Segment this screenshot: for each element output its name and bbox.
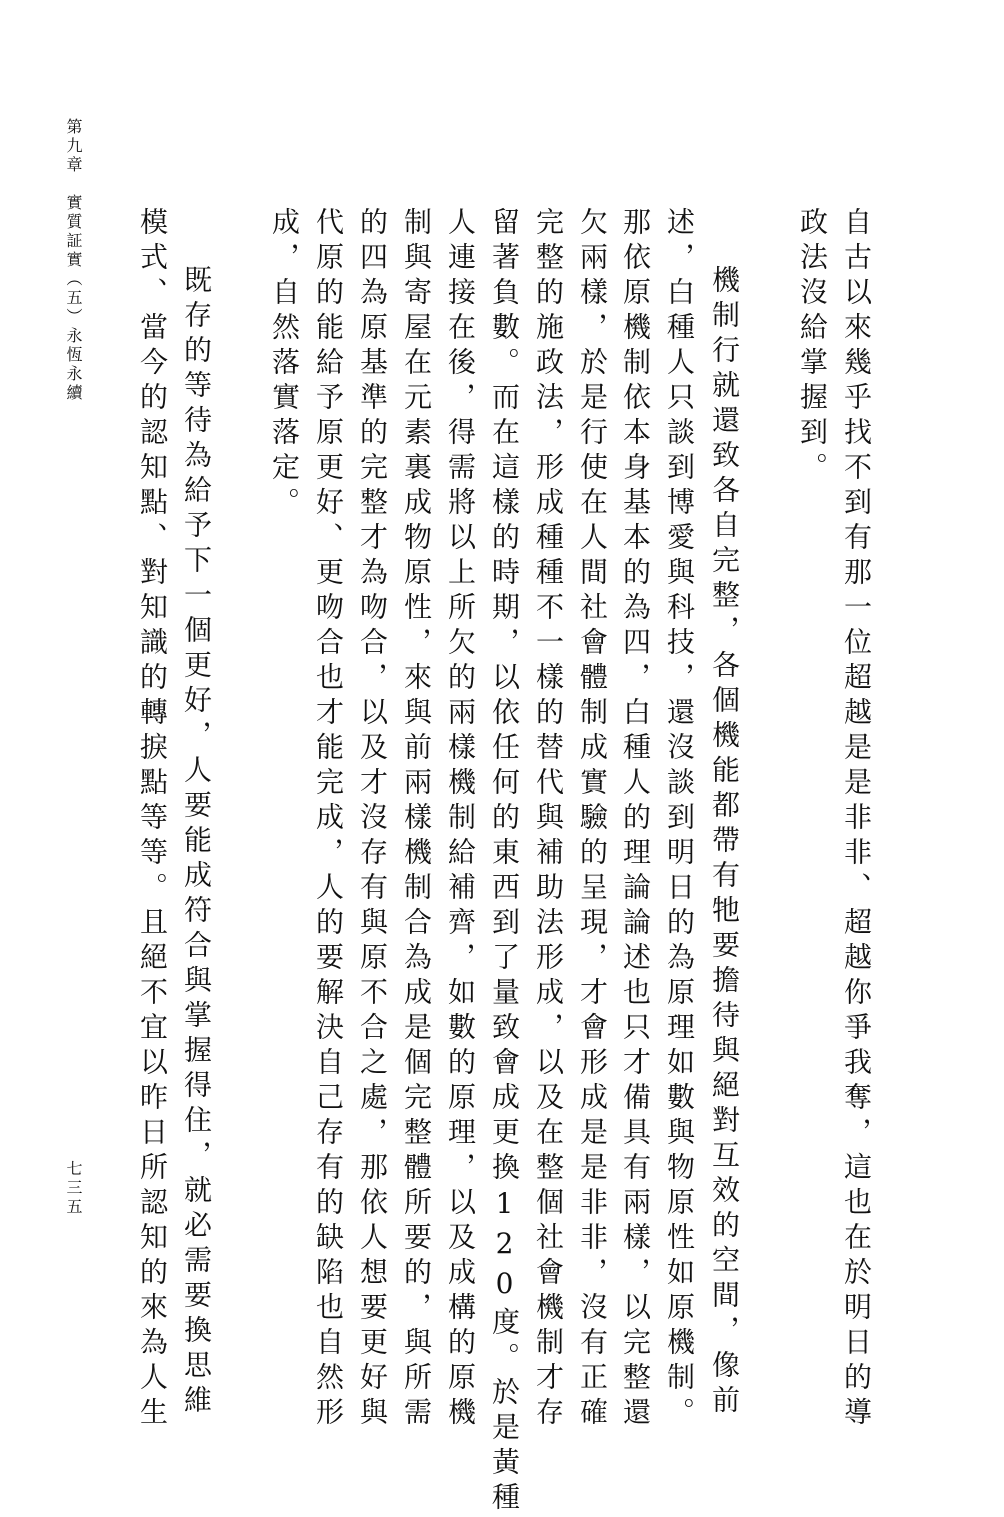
chapter-header: 第九章 實質証實（五）永恆永續: [64, 118, 83, 403]
text-column-14: 既存的等待為給予下一個更好，人要能成符合與掌握得住，就必需要換思維: [180, 265, 213, 1420]
text-column-6: 欠兩樣，於是行使在人間社會體制成實驗的呈現，才會形成是是非非，沒有正確: [576, 207, 609, 1432]
text-column-3: 機制行就還致各自完整，各個機能都帶有牠要擔待與絕對互效的空間，像前: [708, 265, 741, 1420]
text-column-2: 政法沒給掌握到。: [796, 207, 829, 487]
text-column-12: 代原的能給予原更好、更吻合也才能完成，人的要解決自己存有的缺陷也自然形: [312, 207, 345, 1432]
text-column-1: 自古以來幾乎找不到有那一位超越是是非非、超越你爭我奪，這也在於明日的導: [840, 207, 873, 1432]
text-column-15: 模式、當今的認知點、對知識的轉捩點等等。且絕不宜以昨日所認知的來為人生: [136, 207, 169, 1432]
text-column-7: 完整的施政法，形成種種不一樣的替代與補助法形成，以及在整個社會機制才存: [532, 207, 565, 1432]
text-column-13: 成，自然落實落定。: [268, 207, 301, 522]
text-column-8: 留著負數。而在這樣的時期，以依任何的東西到了量致會成更換120度。於是黃種: [488, 207, 521, 1517]
text-column-11: 的四為原基準的完整才為吻合，以及才沒存有與原不合之處，那依人想要更好與: [356, 207, 389, 1432]
text-column-4: 述，白種人只談到博愛與科技，還沒談到明日的為原理如數與物原性如原機制。: [663, 207, 696, 1432]
text-column-5: 那依原機制依本身基本的為四，白種人的理論論述也只才備具有兩樣，以完整還: [619, 207, 652, 1432]
text-column-10: 制與寄屋在元素裏成物原性，來與前兩樣機制合為成是個完整體所要的，與所需: [400, 207, 433, 1432]
text-column-9: 人連接在後，得需將以上所欠的兩樣機制給補齊，如數的原理，以及成構的原機: [444, 207, 477, 1432]
page-number: 七三五: [64, 1160, 83, 1217]
